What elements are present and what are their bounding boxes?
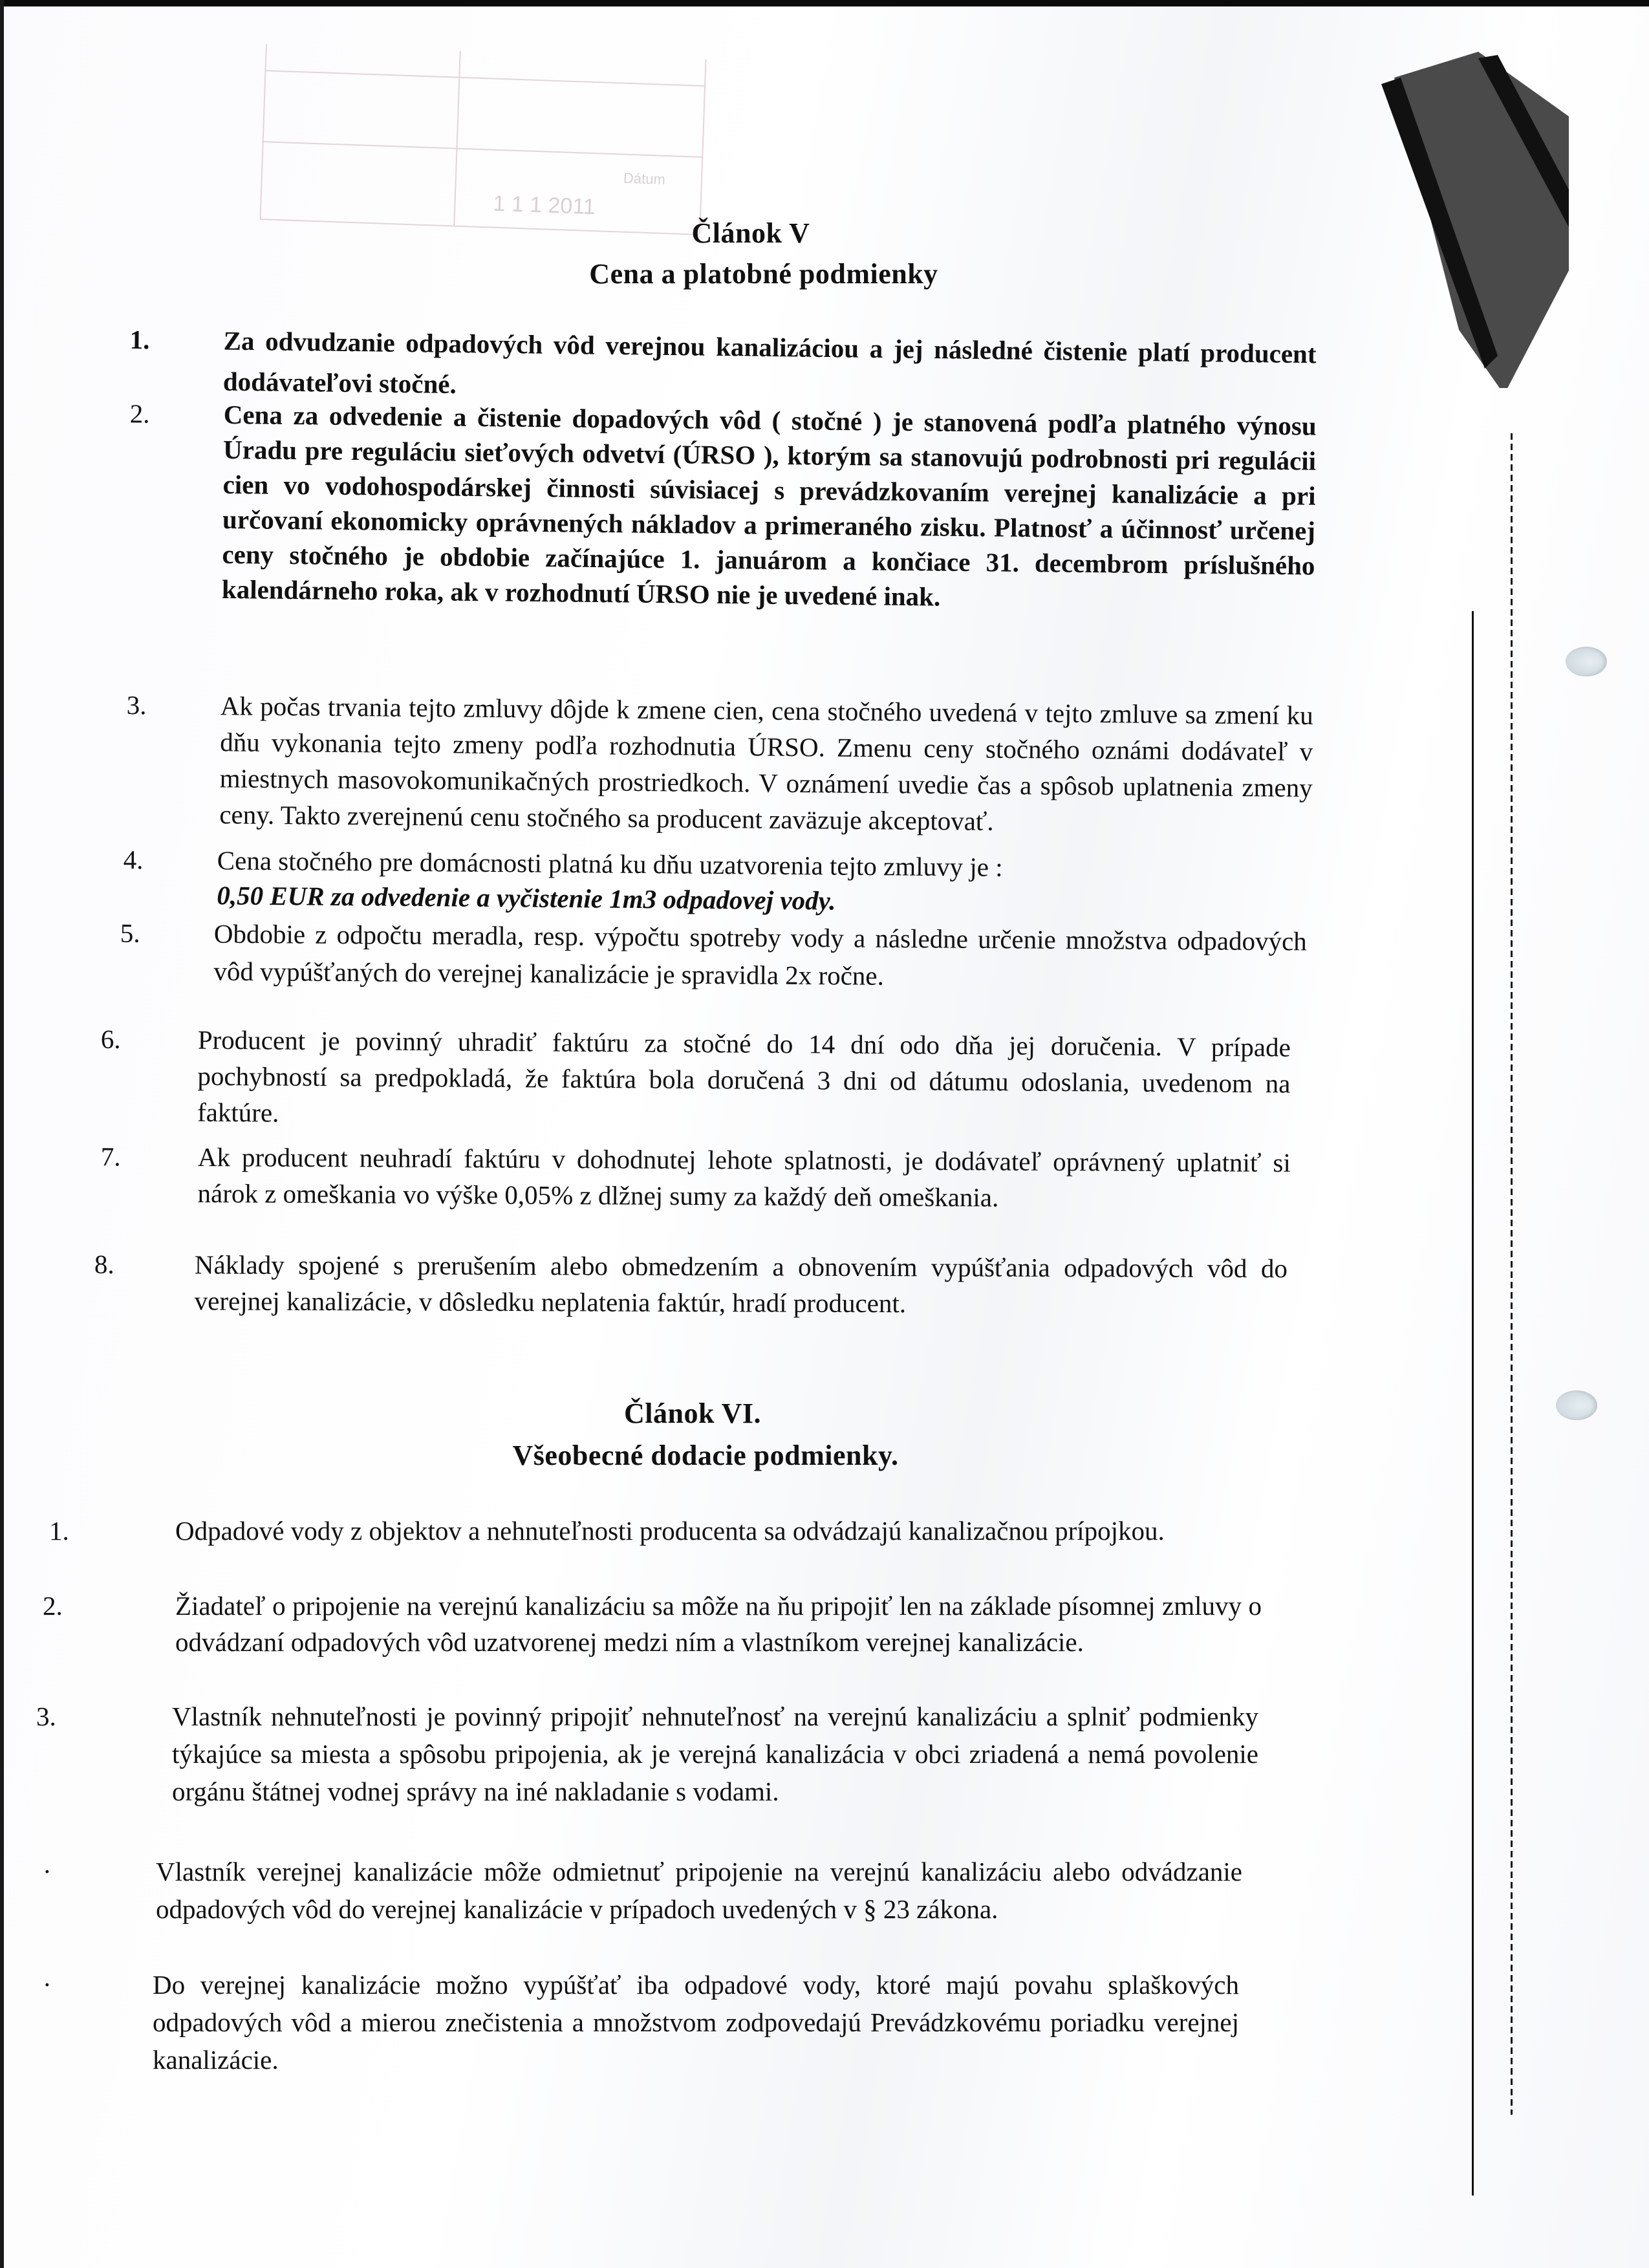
item-4-text: Cena stočného pre domácnosti platná ku dňu uzatvorenia tejto zmluvy je :	[217, 845, 1003, 882]
article-v-title: Cena a platobné podmienky	[589, 258, 938, 290]
article-v-item-7: 7. Ak producent neuhradí faktúru v dohodnutej lehote splatnosti, je dodávateľ oprávnený uplatniť si nárok z omeškania vo výške 0,05% z dlžnej sumy za každý deň omeškania.	[100, 1141, 1291, 1213]
registry-stamp	[259, 44, 705, 234]
margin-line-dotted	[1511, 433, 1513, 2115]
scan-top-border	[0, 0, 1649, 6]
article-v-item-5: 5. Obdobie z odpočtu meradla, resp. výpočtu spotreby vody a následne určenie množstva odpadových vôd vypúšťaných do verejnej kanalizácie je spravidla 2x ročne.	[120, 918, 1307, 991]
article-v-item-1: 1. Za odvudzanie odpadových vôd verejnou kanalizáciou a jej následné čistenie platí producent dodávateľovi stočné.	[129, 324, 1317, 399]
article-vi-heading: Článok VI.	[623, 1398, 762, 1429]
article-v-item-6: 6. Producent je povinný uhradiť faktúru za stočné do 14 dní odo dňa jej doručenia. V prípade pochybností sa predpokladá, že faktúra bola doručená 3 dni od dátumu odoslania, uvedenom na faktúre.	[100, 1024, 1291, 1128]
punch-hole	[1566, 647, 1607, 676]
article-v-heading: Článok V	[691, 217, 810, 249]
punch-hole	[1556, 1390, 1597, 1420]
article-v-item-3: 3. Ak počas trvania tejto zmluvy dôjde k zmene cien, cena stočného uvedená v tejto zmluve sa zmení ku dňu vykonania tejto zmeny podľa rozhodnutia ÚRSO. Zmenu ceny stočného oznámi dodávateľ v miestnych masovokomunikačných prostriedkoch. V oznámení uvedie čas a spôsob uplatnenia zmeny ceny. Takto zverejnenú cenu stočného sa producent zaväzuje akceptovať.	[126, 690, 1313, 836]
article-vi-title: Všeobecné dodacie podmienky.	[512, 1440, 899, 1471]
folded-corner-shadow	[1375, 32, 1569, 388]
article-v-item-4: 4. Cena stočného pre domácnosti platná ku dňu uzatvorenia tejto zmluvy je : 0,50 EUR za odvedenie a vyčistenie 1m3 odpadovej vody.	[123, 845, 1003, 916]
stamp-date-label: Dátum	[623, 169, 666, 188]
article-v-item-8: 8. Náklady spojené s prerušením alebo obmedzením a obnovením vypúšťania odpadových vôd do verejnej kanalizácie, v dôsledku neplatenia faktúr, hradí producent.	[94, 1249, 1288, 1319]
article-v-item-2: 2. Cena za odvedenie a čistenie dopadových vôd ( stočné ) je stanovená podľa platného výnosu Úradu pre reguláciu sieťových odvetví (ÚRSO ), ktorým sa stanovujú podrobnosti pri regulácii cien vo vodohospodárskej činnosti súvisiacej s prevádzkovaním verejnej kanalizácie a pri určovaní ekonomicky oprávnených nákladov a primeraného zisku. Platnosť a účinnosť určenej ceny stočného je obdobie začínajúce 1. januárom a končiace 31. decembrom príslušného kalendárneho roka, ak v rozhodnutí ÚRSO nie je uvedené inak.	[129, 398, 1317, 612]
sewage-price-emphasis: 0,50 EUR za odvedenie a vyčistenie 1m3 odpadovej vody.	[217, 880, 836, 916]
scanned-page: Dátum 1 1 1 2011 Článok V Cena a platobné podmienky 1. Za odvudzanie odpadových vôd verejnou kanalizáciou a jej následné čistenie platí producent dodávateľovi stočné. 2. Cena za odvedenie a čistenie dopadových vôd ( stočné ) je stanovená podľa platného výnosu Úradu pre reguláciu sieťových odvetví (ÚRSO ), ktorým sa stanovujú podrobnosti pri regulácii cien vo vodohospodárskej činnosti súvisiacej s prevádzkovaním verejnej kanalizácie a pri určovaní ekonomicky oprávnených nákladov a primeraného zisku. Platnosť a účinnosť určenej ceny stočného je obdobie začínajúce 1. januárom a končiace 31. decembrom príslušného kalendárneho roka, ak v rozhodnutí ÚRSO nie je uvedené inak. 3. Ak počas trvania tejto zmluvy dôjde k zmene cien, cena stočného uvedená v tejto zmluve sa zmení ku dňu vykonania tejto zmeny podľa rozhodnutia ÚRSO. Zmenu ceny stočného oznámi dodávateľ v miestnych masovokomunikačných prostriedkoch. V oznámení uvedie čas a spôsob uplatnenia zmeny ceny. Takto zverejnenú cenu stočného sa producent zaväzuje akceptovať. 4. Cena stočného pre domácnosti platná ku dňu uzatvorenia tejto zmluvy je : 0,50 EUR za odvedenie a vyčistenie 1m3 odpadovej vody. 5. Obdobie z odpočtu meradla, resp. výpočtu spotreby vody a následne určenie množstva odpadových vôd vypúšťaných do verejnej kanalizácie je spravidla 2x ročne. 6. Producent je povinný uhradiť faktúru za stočné do 14 dní odo dňa jej doručenia. V prípade pochybností sa predpokladá, že faktúra bola doručená 3 dni od dátumu odoslania, uvedenom na faktúre. 7. Ak producent neuhradí faktúru v dohodnutej lehote splatnosti, je dodávateľ oprávnený uplatniť si nárok z omeškania vo výške 0,05% z dlžnej sumy za každý deň omeškania. 8. Náklady spojené s prerušením alebo obmedzením a obnovením vypúšťania odpadových vôd do verejnej kanalizácie, v dôsledku neplatenia faktúr, hradí producent. Článok VI. Všeobecné dodacie podmienky. 1. Odpadové vody z objektov a nehnuteľnosti producenta sa odvádzajú kanalizačnou prípojkou. 2. Žiadateľ o pripojenie na verejnú kanalizáciu sa môže na ňu pripojiť len na základe písomnej zmluvy o odvádzaní odpadových vôd uzatvorenej medzi ním a vlastníkom verejnej kanalizácie. 3. Vlastník nehnuteľnosti je povinný pripojiť nehnuteľnosť na verejnú kanalizáciu a splniť podmienky týkajúce sa miesta a spôsobu pripojenia, ak je verejná kanalizácia v obci zriadená a nemá povolenie orgánu štátnej vodnej správy na iné nakladanie s vodami. · Vlastník verejnej kanalizácie môže odmietnuť pripojenie na verejnú kanalizáciu alebo odvádzanie odpadových vôd do verejnej kanalizácie v prípadoch uvedených v § 23 zákona. · Do verejnej kanalizácie možno vypúšťať iba odpadové vody, ktoré majú povahu splaškových odpadových vôd a mierou znečistenia a množstvom zodpovedajú Prevádzkovému poriadku verejnej kanalizácie.	[4, 6, 1649, 2268]
stamp-date-value: 1 1 1 2011	[492, 191, 596, 220]
